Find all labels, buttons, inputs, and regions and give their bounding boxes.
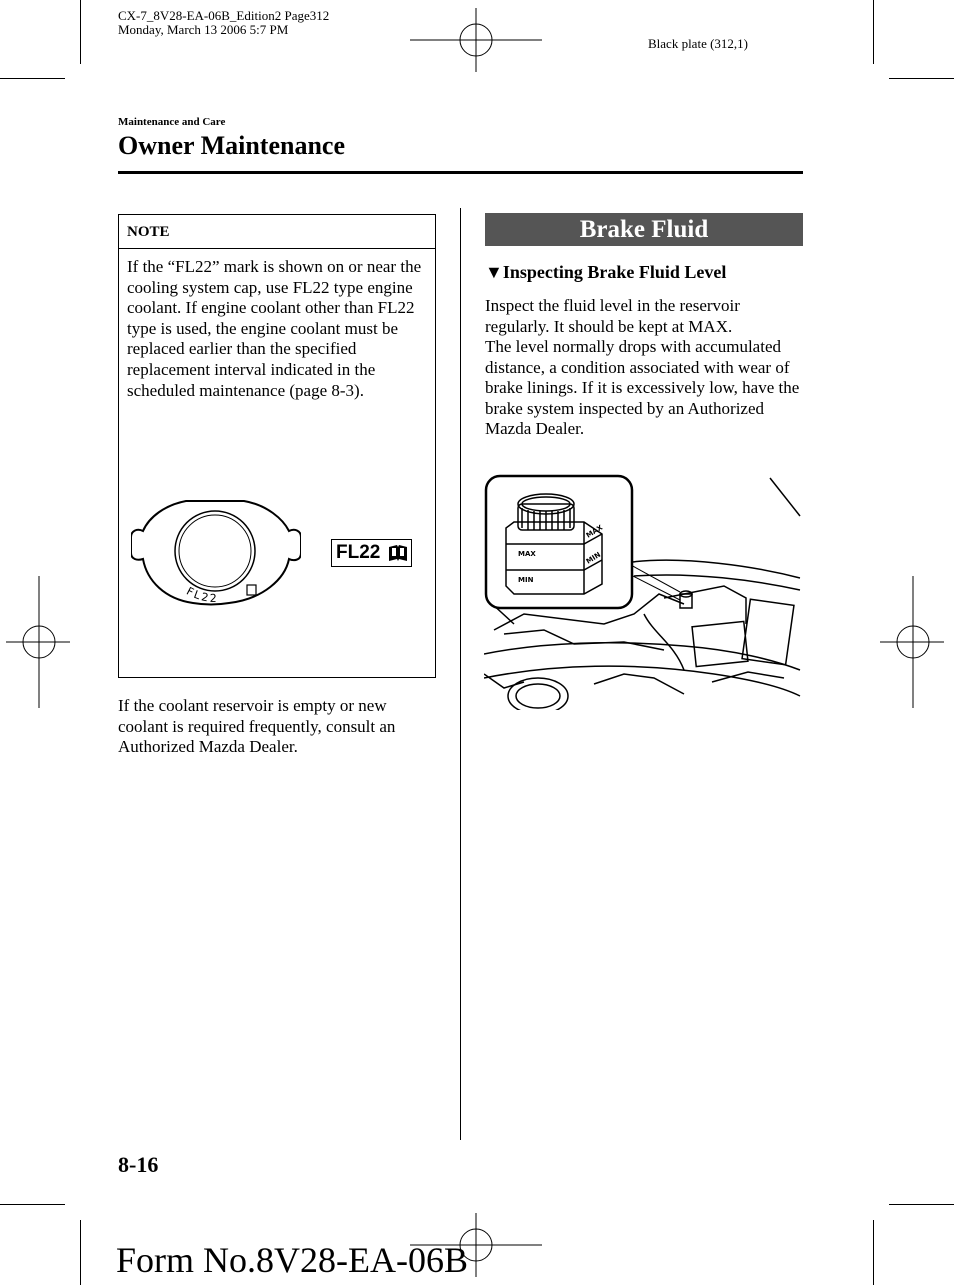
slug-file-name: CX-7_8V28-EA-06B_Edition2 Page312	[118, 8, 330, 23]
brake-paragraph-2: The level normally drops with accumulated distance, a condition associated with wear of brake linings. If it is excessively low, have the brake system inspected by an Authorized Mazda Dealer.	[485, 337, 800, 439]
crop-mark	[873, 1220, 874, 1285]
page-title: Owner Maintenance	[118, 131, 345, 160]
triangle-marker-icon: ▼	[485, 262, 503, 282]
registration-mark-top	[410, 8, 542, 72]
registration-mark-left	[6, 576, 70, 708]
radiator-cap-illustration	[131, 491, 301, 609]
note-box	[118, 214, 436, 678]
crop-mark	[0, 1204, 65, 1205]
section-label: Maintenance and Care	[118, 116, 226, 128]
max-label-front: MAX	[518, 550, 536, 558]
brake-fluid-section-title: Brake Fluid	[485, 213, 803, 246]
slug-plate: Black plate (312,1)	[648, 36, 748, 51]
brake-reservoir-illustration	[484, 474, 802, 710]
registration-mark-right	[880, 576, 944, 708]
fl22-label-text: FL22	[336, 542, 381, 563]
form-number: Form No.8V28-EA-06B	[116, 1240, 468, 1280]
crop-mark	[889, 78, 954, 79]
crop-mark	[873, 0, 874, 64]
brake-paragraph-1: Inspect the fluid level in the reservoir regularly. It should be kept at MAX.	[485, 296, 740, 336]
min-label-front: MIN	[518, 576, 534, 584]
note-heading: NOTE	[119, 215, 435, 249]
slug-timestamp: Monday, March 13 2006 5:7 PM	[118, 22, 289, 37]
note-text: If the “FL22” mark is shown on or near the cooling system cap, use FL22 type engine coolant. If engine coolant other than FL22 type is used, the engine coolant must be replaced earlier than the specified replacement interval indicated in the scheduled maintenance (page 8-3).	[127, 257, 422, 400]
book-icon	[388, 544, 408, 562]
crop-mark	[80, 0, 81, 64]
coolant-reservoir-text: If the coolant reservoir is empty or new coolant is required frequently, consult an Authorized Mazda Dealer.	[118, 696, 396, 757]
column-divider	[460, 208, 461, 1140]
min-label-side: MIN	[584, 550, 603, 566]
max-label-side: MAX	[584, 523, 605, 540]
title-rule	[118, 171, 803, 174]
fl22-label-box	[331, 539, 412, 567]
crop-mark	[80, 1220, 81, 1285]
crop-mark	[0, 78, 65, 79]
subheading-text: Inspecting Brake Fluid Level	[502, 262, 727, 282]
subheading	[485, 261, 726, 283]
cap-fl22-mark: FL22	[184, 584, 219, 606]
page-number: 8-16	[118, 1152, 159, 1177]
crop-mark	[889, 1204, 954, 1205]
